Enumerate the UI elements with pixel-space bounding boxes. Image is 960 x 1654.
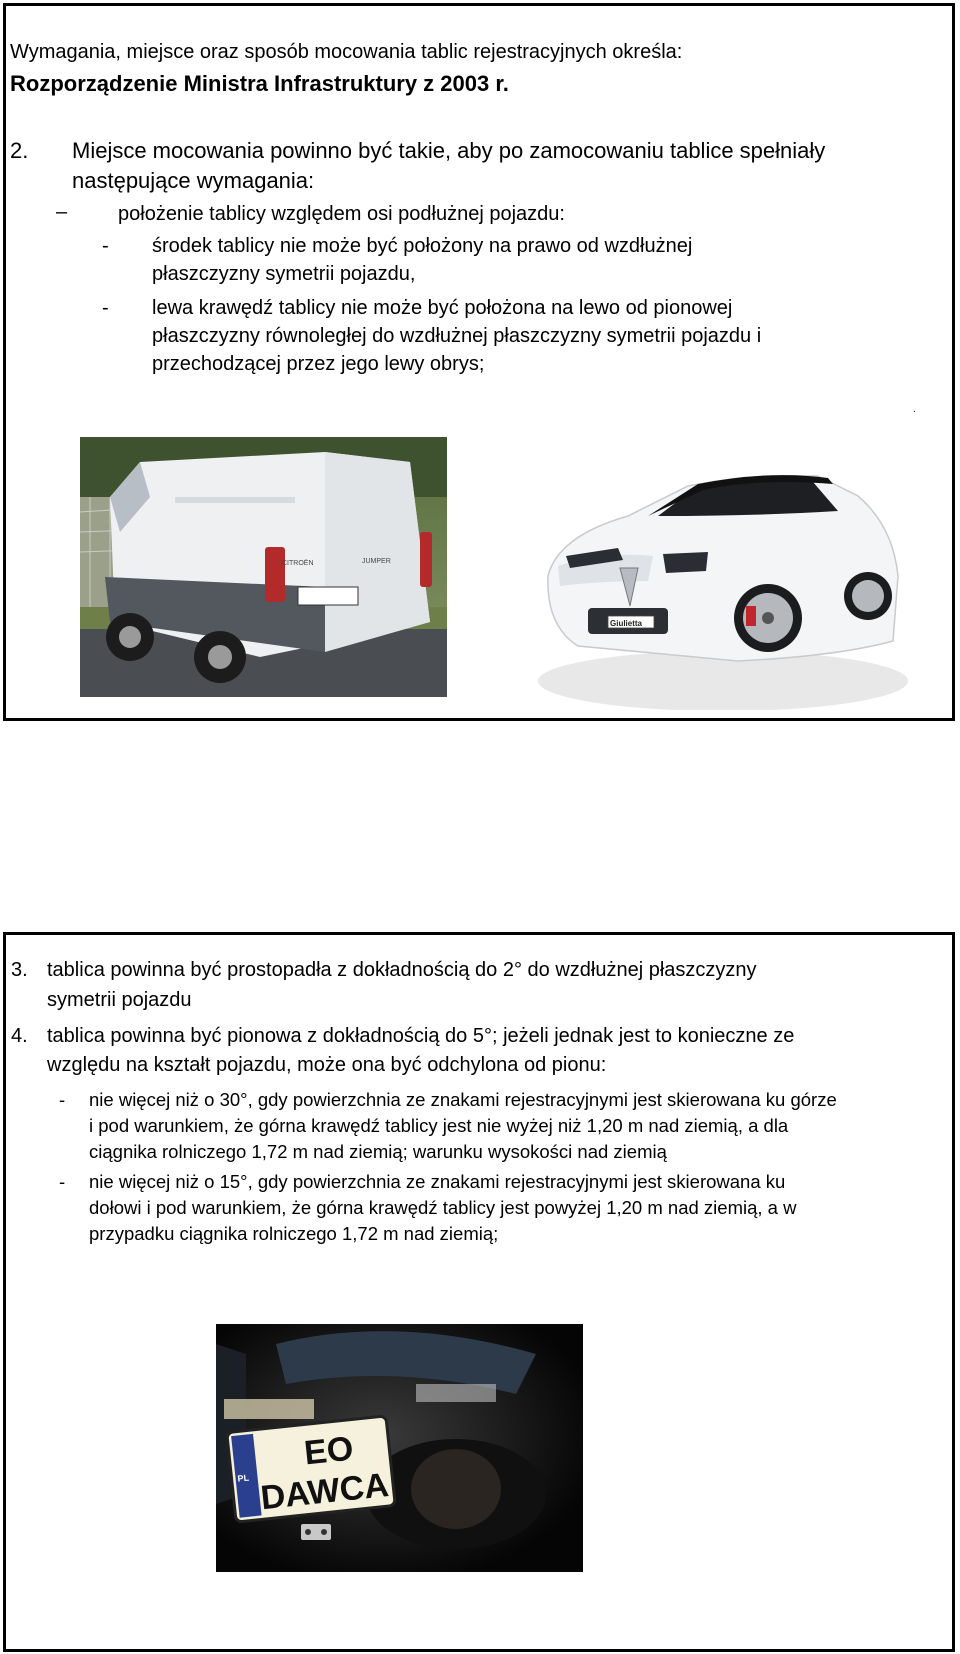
- bullet-2-line-2: płaszczyzny równoległej do wzdłużnej płaszczyzny symetrii pojazdu i: [152, 325, 762, 347]
- item-4-bullet-1-marker: -: [59, 1089, 66, 1110]
- bullet-2-line-1: lewa krawędź tablicy nie może być położona na lewo od pionowej: [152, 297, 733, 319]
- bullet-2-line-3: przechodzącej przez jego lewy obrys;: [152, 353, 485, 375]
- sub-heading-dash: –: [56, 201, 68, 223]
- van-model-badge: JUMPER: [362, 558, 391, 565]
- item-4-line-2: względu na kształt pojazdu, może ona być odchylona od pionu:: [47, 1054, 607, 1076]
- item-4-line-1: tablica powinna być pionowa z dokładnością do 5°; jeżeli jednak jest to konieczne ze: [47, 1025, 795, 1047]
- item-3-number: 3.: [11, 959, 28, 981]
- item-3-line-1: tablica powinna być prostopadła z dokładnością do 2° do wzdłużnej płaszczyzny: [47, 959, 757, 981]
- item-2-line-2: następujące wymagania:: [72, 168, 315, 193]
- bullet-1-marker: -: [102, 235, 109, 257]
- item-4-bullet-1-line-1: nie więcej niż o 30°, gdy powierzchnia ze znakami rejestracyjnymi jest skierowana ku górze: [89, 1089, 837, 1110]
- item-4-bullet-2-line-1: nie więcej niż o 15°, gdy powierzchnia ze znakami rejestracyjnymi jest skierowana ku: [89, 1171, 786, 1192]
- bullet-2-marker: -: [102, 297, 109, 319]
- item-4-number: 4.: [11, 1025, 28, 1047]
- bullet-1-line-2: płaszczyzny symetrii pojazdu,: [152, 263, 416, 285]
- plate-line-2: DAWCA: [258, 1466, 391, 1518]
- plate-country-code: PL: [237, 1472, 250, 1484]
- item-3-line-2: symetrii pojazdu: [47, 989, 192, 1011]
- motorcycle-photo: [216, 1324, 583, 1572]
- car-photo: [538, 456, 908, 710]
- car-plate-badge: Giulietta: [610, 619, 643, 628]
- item-2-line-1: Miejsce mocowania powinno być takie, aby po zamocowaniu tablice spełniały: [72, 138, 826, 163]
- regulation-title: Rozporządzenie Ministra Infrastruktury z 2003 r.: [10, 71, 509, 96]
- item-4-bullet-1-line-2: i pod warunkiem, że górna krawędź tablicy jest nie wyżej niż 1,20 m nad ziemią, a dla: [89, 1115, 789, 1136]
- stray-dot: .: [913, 404, 916, 415]
- sub-heading: położenie tablicy względem osi podłużnej pojazdu:: [118, 203, 565, 225]
- item-2-number: 2.: [10, 138, 29, 163]
- item-4-bullet-2-line-3: przypadku ciągnika rolniczego 1,72 m nad ziemią;: [89, 1223, 499, 1244]
- van-brand-badge: CITROËN: [282, 560, 314, 567]
- item-4-bullet-2-marker: -: [59, 1171, 66, 1192]
- intro-text: Wymagania, miejsce oraz sposób mocowania tablic rejestracyjnych określa:: [10, 41, 683, 63]
- item-4-bullet-2-line-2: dołowi i pod warunkiem, że górna krawędź tablicy jest powyżej 1,20 m nad ziemią, a w: [89, 1197, 797, 1218]
- plate-line-1: EO: [302, 1429, 356, 1473]
- van-photo: [80, 437, 447, 697]
- item-4-bullet-1-line-3: ciągnika rolniczego 1,72 m nad ziemią; warunku wysokości nad ziemią: [89, 1141, 667, 1162]
- bullet-1-line-1: środek tablicy nie może być położony na prawo od wzdłużnej: [152, 235, 693, 257]
